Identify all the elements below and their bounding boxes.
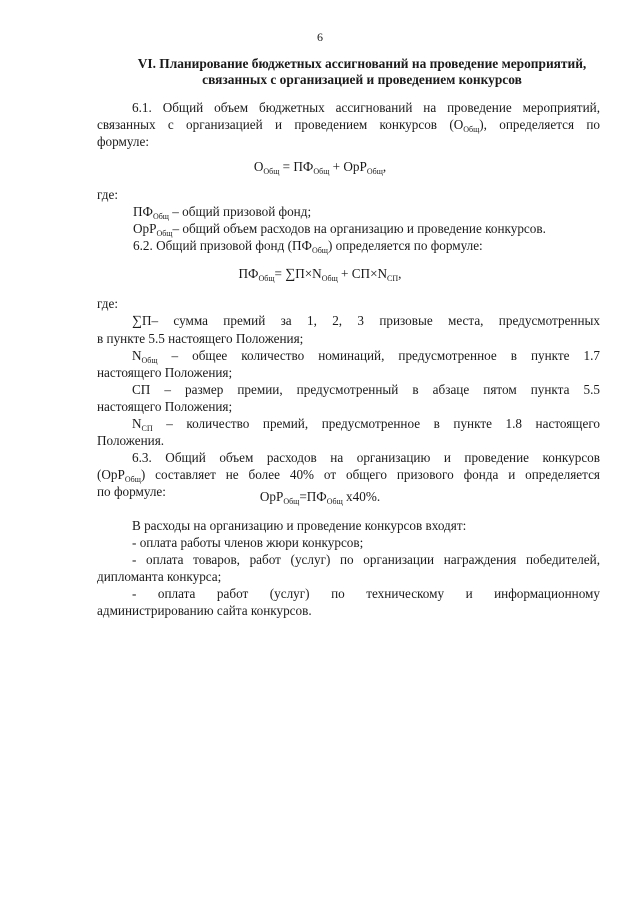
- formula-org-costs: $ОрР_{Общ}=ПФ_{Общ}$ х40%.: [259, 489, 381, 506]
- definition-n-total: $N_{Общ}$ – общее количество номинаций, предусмотренное в пункте 1.7: [132, 348, 600, 365]
- definitions-block-2: [97, 295, 600, 500]
- section-heading: [112, 56, 612, 88]
- paragraph-6-3-line-3: по формуле:: [97, 484, 166, 499]
- p61-line-1: 6.1. Общий объем бюджетных ассигнований на проведение мероприятий,: [132, 100, 600, 115]
- definition-prize-fund: $ПФ_{Общ}$ – общий призовой фонд;: [133, 204, 312, 221]
- where-label-1: где:: [97, 187, 118, 202]
- p61-line-2: связанных с организацией и проведением конкурсов $(О_{Общ})$, определяется по: [97, 117, 600, 134]
- expense-item-awards-cont: дипломанта конкурса;: [97, 569, 222, 584]
- definition-sum-premiums-cont: в пункте 5.5 настоящего Положения;: [97, 331, 304, 346]
- expense-item-site: - оплата работ (услуг) по техническому и информационному: [132, 586, 600, 601]
- definition-sp-cont: настоящего Положения;: [97, 399, 233, 414]
- paragraph-6-1: [97, 99, 600, 150]
- p61-line-3: формуле:: [97, 134, 149, 149]
- paragraph-6-3-line-1: 6.3. Общий объем расходов на организацию и проведение конкурсов: [132, 450, 600, 465]
- page-number: 6: [317, 30, 323, 44]
- definition-n-total-cont: настоящего Положения;: [97, 365, 233, 380]
- definition-org-costs: ОрР$_{Общ}$– общий объем расходов на организацию и проведение конкурсов.: [133, 221, 546, 238]
- formula-prize-fund: $ПФ_{Общ}= \sum П\times N_{Общ} + СП\times N_{СП}$,: [238, 266, 402, 283]
- heading-line-2: связанных с организацией и проведением конкурсов: [202, 72, 522, 87]
- heading-line-1: VI. Планирование бюджетных ассигнований на проведение мероприятий,: [137, 56, 587, 71]
- definition-n-sp-cont: Положения.: [97, 433, 165, 448]
- expenses-intro: В расходы на организацию и проведение конкурсов входят:: [132, 518, 467, 533]
- definition-sp: СП – размер премии, предусмотренный в абзаце пятом пункта 5.5: [132, 382, 600, 397]
- definition-n-sp: $N_{СП}$ – количество премий, предусмотренное в пункте 1.8 настоящего: [132, 416, 600, 433]
- expense-item-awards: - оплата товаров, работ (услуг) по организации награждения победителей,: [132, 552, 600, 567]
- where-label-2: где:: [97, 296, 118, 311]
- expenses-block: [97, 517, 600, 619]
- expense-item-site-cont: администрированию сайта конкурсов.: [97, 603, 312, 618]
- definitions-block-1: [97, 186, 600, 254]
- formula-total-budget: $О_{Общ} = ПФ_{Общ} + ОрР_{Общ}$,: [253, 159, 387, 176]
- expense-item-jury: - оплата работы членов жюри конкурсов;: [132, 535, 364, 550]
- paragraph-6-3-line-2: (ОрР$_{Общ}$) составляет не более 40% от общего призового фонда и определяется: [97, 467, 600, 484]
- paragraph-6-2: 6.2. Общий призовой фонд $(ПФ_{Общ})$ определяется по формуле:: [133, 238, 483, 255]
- definition-sum-premiums: ∑П– сумма премий за 1, 2, 3 призовые места, предусмотренных: [132, 313, 600, 329]
